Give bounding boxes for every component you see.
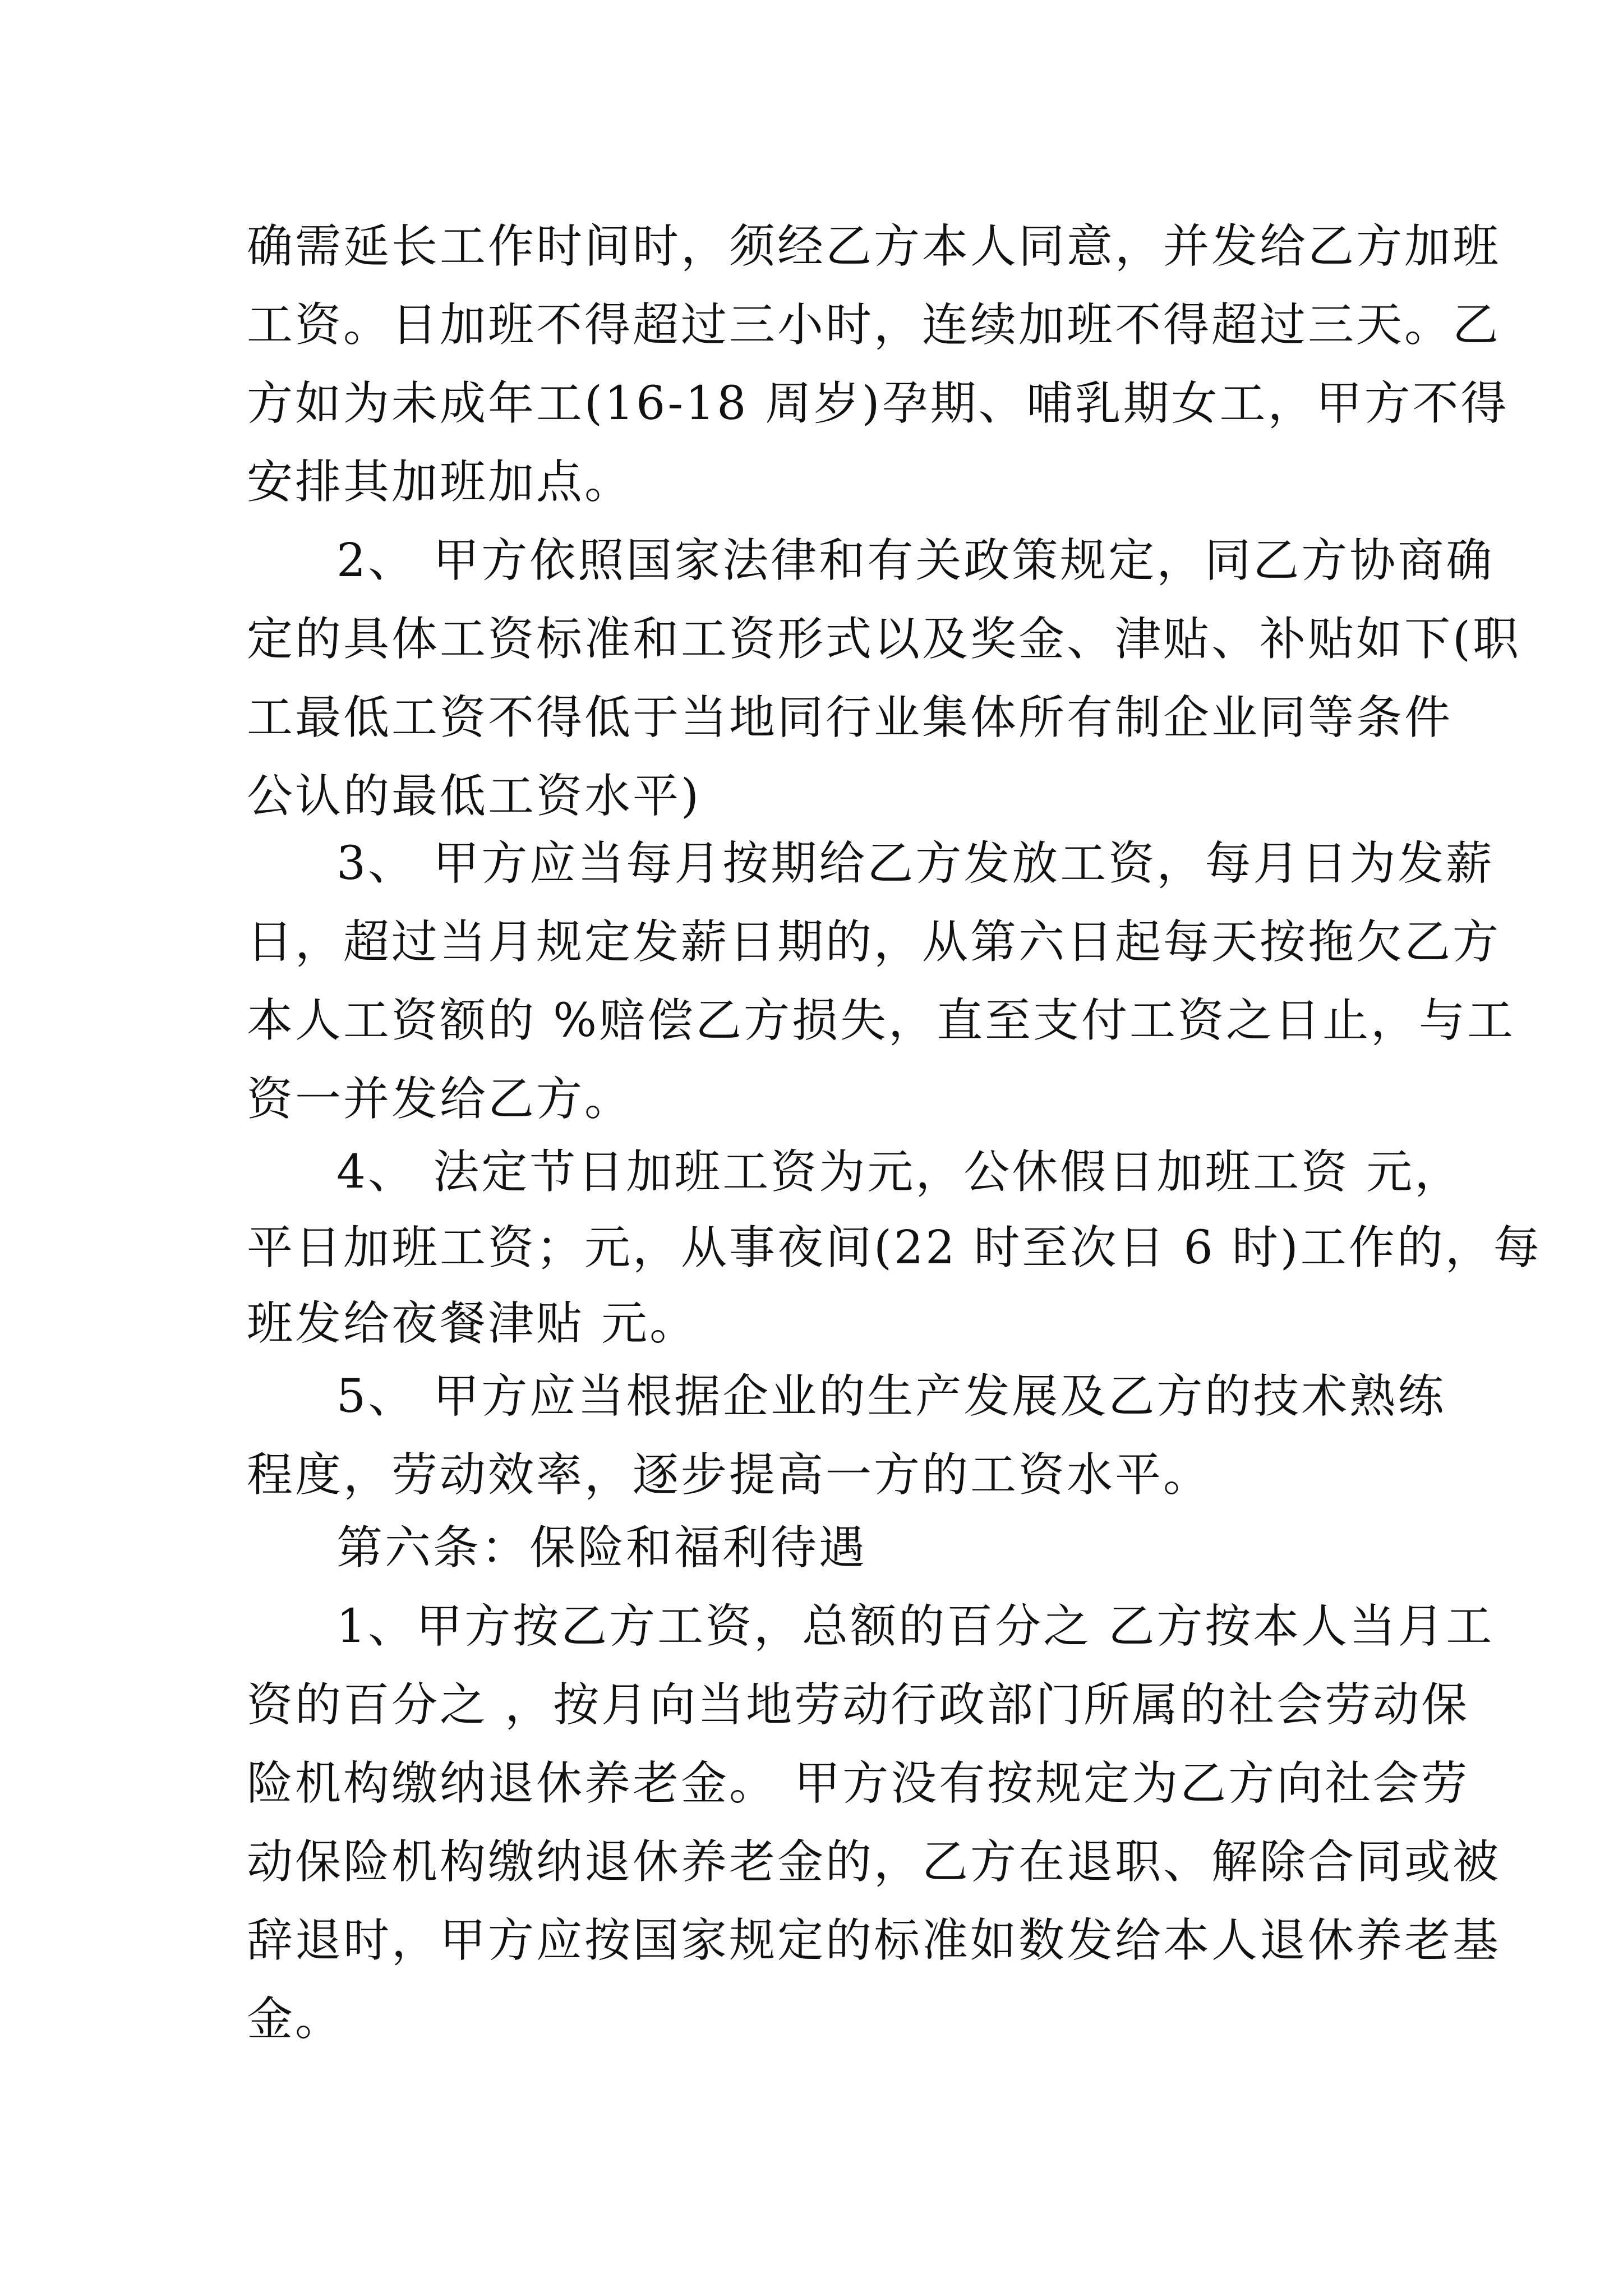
- text-line: 5、 甲方应当根据企业的生产发展及乙方的技术熟练: [336, 1370, 1446, 1423]
- text-line: 定的具体工资标准和工资形式以及奖金、津贴、补贴如下(职: [247, 613, 1521, 666]
- text-line: 金。: [247, 1993, 344, 2046]
- text-line: 3、 甲方应当每月按期给乙方发放工资，每月日为发薪: [336, 837, 1495, 890]
- text-line: 险机构缴纳退休养老金。 甲方没有按规定为乙方向社会劳: [247, 1757, 1470, 1810]
- text-line: 日，超过当月规定发薪日期的，从第六日起每天按拖欠乙方: [247, 915, 1501, 969]
- text-line: 平日加班工资；元，从事夜间(22 时至次日 6 时)工作的，每: [247, 1221, 1542, 1274]
- text-line: 程度，劳动效率，逐步提高一方的工资水平。: [247, 1448, 1212, 1502]
- text-line: 方如为未成年工(16-18 周岁)孕期、哺乳期女工，甲方不得: [247, 377, 1509, 430]
- text-line: 班发给夜餐津贴 元。: [247, 1297, 698, 1350]
- text-line: 动保险机构缴纳退休养老金的，乙方在退职、解除合同或被: [247, 1835, 1501, 1889]
- text-line: 资的百分之 ，按月向当地劳动行政部门所属的社会劳动保: [247, 1678, 1470, 1732]
- text-line: 辞退时，甲方应按国家规定的标准如数发给本人退休养老基: [247, 1914, 1501, 1967]
- text-line: 公认的最低工资水平): [247, 770, 701, 823]
- text-line: 2、 甲方依照国家法律和有关政策规定，同乙方协商确: [336, 534, 1495, 587]
- text-line: 本人工资额的 %赔偿乙方损失，直至支付工资之日止，与工: [247, 994, 1515, 1047]
- text-line: 4、 法定节日加班工资为元，公休假日加班工资 元，: [336, 1145, 1463, 1199]
- text-line: 工最低工资不得低于当地同行业集体所有制企业同等条件: [247, 691, 1453, 744]
- text-line: 确需延长工作时间时，须经乙方本人同意，并发给乙方加班: [247, 220, 1501, 273]
- section-heading: 第六条：保险和福利待遇: [336, 1521, 868, 1575]
- text-line: 1、甲方按乙方工资，总额的百分之 乙方按本人当月工: [336, 1600, 1495, 1653]
- text-line: 工资。日加班不得超过三小时，连续加班不得超过三天。乙: [247, 298, 1501, 352]
- text-line: 资一并发给乙方。: [247, 1073, 633, 1126]
- text-line: 安排其加班加点。: [247, 455, 633, 509]
